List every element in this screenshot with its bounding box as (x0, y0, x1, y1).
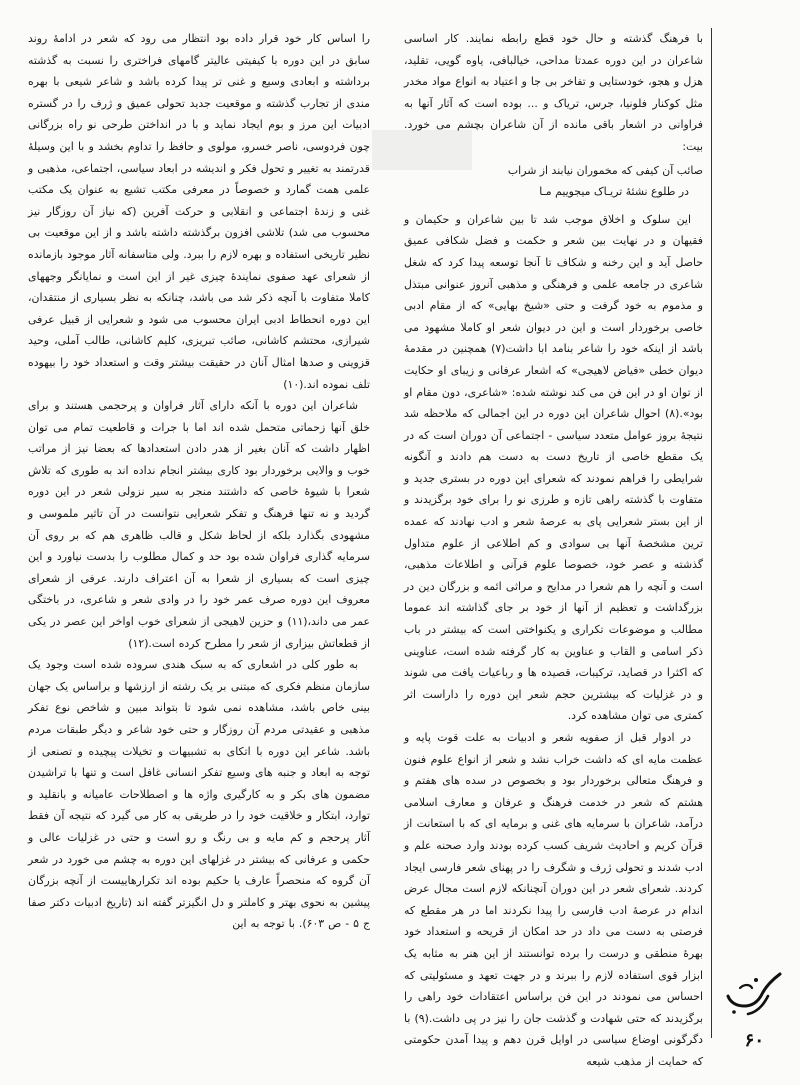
paragraph: با فرهنگ گذشته و حال خود قطع رابطه نمایند. کار اساسی شاعران در این دوره عمدتا مداحی، خیالبافی، یاوه گویی، تقلید، هزل و هجو، خودستایی و تفاخر بی جا و اعتیاد به انواع مواد مخدر مثل کوکنار فلونیا، جرس، تریاک و ... بوده است که آثار آنها به فراوانی در اشعار باقی مانده از آن شاعران بچشم می خورد. بیت: (404, 32, 703, 153)
left-text-column (28, 28, 370, 1038)
verse-line: صائب آن کیفی که مخموران نیابند از شراب (507, 163, 703, 177)
magazine-logo (722, 966, 786, 1020)
verse-couplet (404, 160, 703, 203)
paragraph: این سلوک و اخلاق موجب شد تا بین شاعران و حکیمان و فقیهان و در نهایت بین شعر و حکمت و فضل شکافی عمیق حاصل آید و این رخنه و شکاف تا آنجا توسعه پیدا کرد که شغل شاعری در جامعه علمی و فرهنگی و مذهبی آنروز عنوانی مبتذل و مذموم به خود گرفت و حتی «شیخ بهایی» که از مقام ادبی خاصی برخوردار است و این در دیوان شعر او کاملا مشهود می باشد از اینکه خود را شاعر بنامد ابا داشت(۷) همچنین در مقدمهٔ دیوان خطی «فیاض لاهیجی» که اشعار عرفانی و زیبای او حکایت از توان او در این فن می کند نوشته شده: «شاعری، دون مقام او بود».(۸) احوال شاعران این دوره در این اجمالی که ملاحظه شد نتیجهٔ بروز عوامل متعدد سیاسی - اجتماعی آن دوران است که در یک مقطع خاصی از تاریخ دست به دست هم دادند و آنگونه شرایطی را فراهم نمودند که شعرای این دوره در بستری جدید و متفاوت با گذشته راهی تازه و طرزی نو را برای خود برگزیدند و از این بستر شعرایی پای به عرصهٔ شعر و ادب نهادند که عمده ترین مشخصهٔ آنها بی سوادی و کم اطلاعی از علوم متداول گذشته و عصر خود، خصوصا علوم قرآنی و اطلاعات مذهبی، است و آنچه را هم شعرا در مدایح و مراثی ائمه و بزرگان دین در بزرگداشت و تعظیم از آنها از خود بر جای گذاشته اند عموما مطالب و موضوعات تکراری و یکنواختی است که بیشتر در باب ذکر اسامی و القاب و عناوین به کار گرفته شده است، عناوینی که اکثرا در قصاید، ترکیبات، قصیده ها و رباعیات یافت می شوند و در غزلیات که بیشترین حجم شعر این دوره را داراست اثر کمتری می توان مشاهده کرد. (404, 212, 703, 723)
paragraph: در ادوار قبل از صفویه شعر و ادبیات به علت قوت پایه و عظمت مایه ای که داشت خراب نشد و شعر از انواع علوم فنون و فرهنگ متعالی برخوردار بود و بخصوص در سده های هفتم و هشتم که شعر در خدمت فرهنگ و عرفان و معارف اسلامی درآمد، شاعران با سرمایه های غنی و برمایه ای که با استعانت از قرآن کریم و احادیث شریف کسب کرده بودند وارد صحنه علم و ادب شدند و تحولی ژرف و شگرف را در پهنای شعر فارسی ایجاد کردند. شعرای شعر در این دوران آنچنانکه لازم است مجال عرض اندام در عرصهٔ ادب فارسی را پیدا نکردند اما در هر مقطع که فرصتی به دست می داد در حد امکان از قریحه و استعداد خود بهرهٔ منطقی و درست را برده توانستند از این هنر به مثابه یک ابزار قوی استفاده لازم را ببرند و در جهت تعهد و مسئولیتی که احساس می نمودند در این فن براساس اعتقادات خود راهی را برگزیدند که حتی شهادت و گذشت جان را نیز در پی داشت.(۹) با دگرگونی اوضاع سیاسی در اوایل قرن دهم و پیدا آمدن حکومتی که حمایت از مذهب شیعه (404, 731, 704, 1068)
paragraph: شاعران این دوره با آنکه دارای آثار فراوان و پرحجمی هستند و برای خلق آنها زحماتی متحمل شده اند اما با جرات و قاطعیت تمام می توان اظهار داشت که آنان بغیر از هدر دادن استعدادها که بعضا نیز از مراتب خوب و والایی برخوردار بود کاری بیشتر انجام نداده اند به طوری که تلاش شعرا با شیوهٔ خاصی که داشتند منجر به سیر نزولی شعر در این دوره گردید و نه تنها فرهنگ و تفکر شعرایی نتوانست در آن تاثیر ملموسی و مشهودی بگذارد بلکه از لحاظ شکل و قالب ظاهری هم که بر روی آن سرمایه گذاری فراوان شده بود حد و کمال مطلوب را بدست نیاورد و این چیزی است که بسیاری از شعرا به آن اعتراف دارند. عرفی از شعرای معروف این دوره صرف عمر خود را در وادی شعر و شاعری، در باختگی عمر می داند،(۱۱) و حزین لاهیجی از شعرای خوب اواخر این عصر در یکی از قطعاتش بیزاری از شعر را مطرح کرده است.(۱۲) (28, 399, 370, 650)
right-text-column (404, 28, 712, 1068)
paragraph: را اساس کار خود قرار داده بود انتظار می رود که شعر در ادامهٔ روند سابق در این دوره با کیفیتی عالیتر گامهای فراختری را نسبت به گذشته برداشته و ابعادی وسیع و غنی تر پیدا کرده باشد و شاعر شیعی با بهره مندی از تجارب گذشته و موقعیت جدید تحولی عمیق و ژرف را در گستره ادبیات این مرز و بوم ایجاد نماید و با در انداختن طرحی نو راه بزرگانی چون فردوسی، ناصر خسرو، مولوی و حافظ را تداوم بخشد و با این وسیلهٔ قدرتمند به تغییر و تحول فکر و اندیشه در ابعاد سیاسی، اجتماعی، مذهبی و علمی همت گمارد و خصوصاً در معرفی مکتب تشیع به عنوان یک مکتب غنی و زندهٔ اجتماعی و انقلابی و حرکت آفرین (که نیاز آن روزگار نیز محسوب می شد) تلاشی افزون برگذشته داشته باشد و از این موقعیت بی نظیر تاریخی استفاده و بهره لازم را ببرد. ولی متاسفانه آثار موجود بازمانده از شعرای عهد صفوی نمایندهٔ چیزی غیر از این است و نمایانگر وجههای کاملا متفاوت با آنچه ذکر شد می باشد، چنانکه به نظر بسیاری از منتقدان، این دوره انحطاط ادبی ایران محسوب می شود و شعرایی از قبیل عرفی شیرازی، محتشم کاشانی، صائب تبریزی، کلیم کاشانی، طالب آملی، وحید قزوینی و صدها امثال آنان در حقیقت بیشتر وقت و استعداد خود را بیهوده تلف نموده اند.(۱۰) (28, 32, 370, 391)
verse-line: در طلوع نشئهٔ تریـاک میجوییم مـا (539, 185, 689, 199)
paragraph: به طور کلی در اشعاری که به سبک هندی سروده شده است وجود یک سازمان منظم فکری که مبتنی بر یک رشته از ارزشها و براساس یک جهان بینی خاص باشد، مشاهده نمی شود تا بتواند مبین و شاخص نوع تفکر مذهبی و عقیدتی مردم آن روزگار و حتی خود شاعر و دیگر طبقات مردم باشد. شاعر این دوره با اتکای به تشبیهات و تخیلات پیچیده و تصنعی از توجه به ابعاد و جنبه های وسیع تفکر انسانی غافل است و تنها با تراشیدن مضمون های بکر و به کارگیری واژه ها و اصطلاحات عامیانه و بانقلید و توارد، ابتکار و خلاقیت خود را در طریقی به کار می گیرد که نتیجه آن فقط آثار پرحجم و کم مایه و بی رنگ و رو است و حتی در غزلیات عالی و حکمی و عرفانی که بیشتر در غزلهای این دوره به چشم می خورد در شعر آن گروه که منحصراً عارف یا حکیم بوده اند تکرارهاییست از آنچه بزرگان پیشین به نحوی بهتر و کاملتر و دل انگیزتر گفته اند (تاریخ ادبیات دکتر صفا ج ۵ - ص ۶۰۳). با توجه به این (28, 658, 370, 931)
page-number: ۶۰ (744, 1030, 764, 1051)
